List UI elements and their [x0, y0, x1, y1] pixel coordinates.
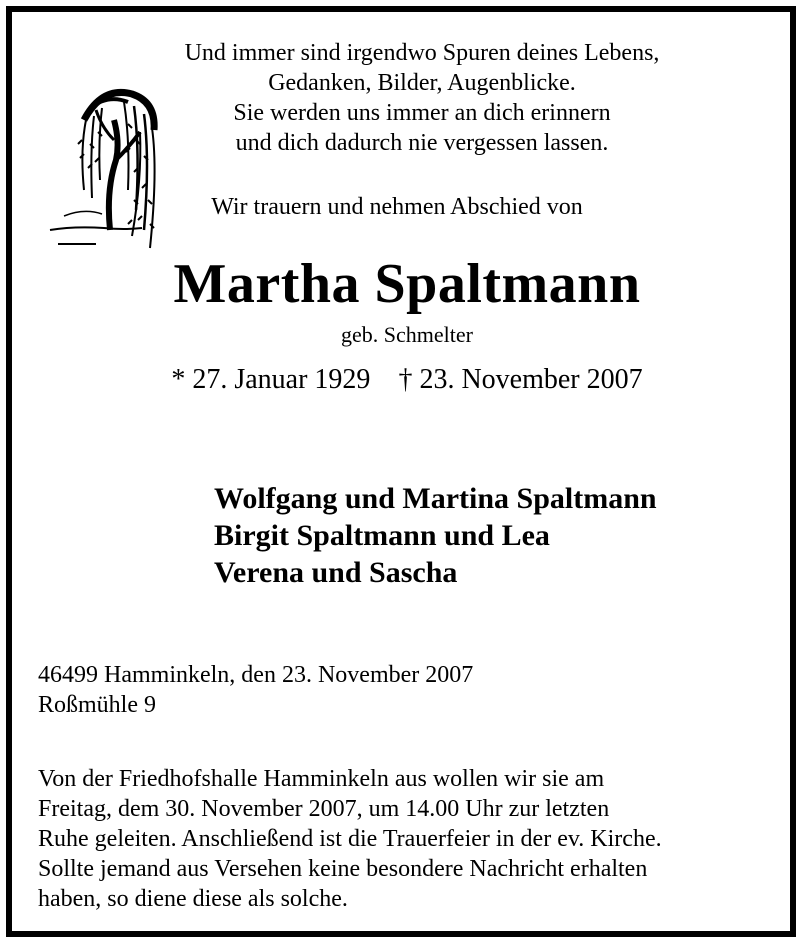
poem-line: Gedanken, Bilder, Augenblicke. [268, 70, 576, 96]
poem-line: und dich dadurch nie vergessen lassen. [235, 130, 609, 156]
funeral-notice [38, 764, 662, 914]
street: Roßmühle 9 [38, 692, 156, 718]
intro-line: Wir trauern und nehmen Abschied von [211, 194, 583, 220]
mourner-line: Verena und Sascha [214, 556, 458, 589]
notice-line: Ruhe geleiten. Anschließend ist die Trauerfeier in der ev. Kirche. [38, 826, 662, 852]
notice-line: Von der Friedhofshalle Hamminkeln aus wollen wir sie am [38, 766, 605, 792]
life-dates [12, 364, 800, 396]
deceased-name: Martha Spaltmann [173, 253, 641, 315]
mourner-line: Birgit Spaltmann und Lea [214, 519, 550, 552]
mourner-line: Wolfgang und Martina Spaltmann [214, 482, 657, 515]
poem-line: Und immer sind irgendwo Spuren deines Lebens, [184, 40, 660, 66]
obituary-notice [6, 6, 796, 937]
notice-line: Freitag, dem 30. November 2007, um 14.00 Uhr zur letzten [38, 796, 610, 822]
maiden-name: geb. Schmelter [341, 322, 473, 347]
address-block [38, 660, 473, 720]
mourners-list [214, 480, 657, 591]
weeping-willow-icon [44, 80, 164, 256]
place-date: 46499 Hamminkeln, den 23. November 2007 [38, 662, 474, 688]
poem-line: Sie werden uns immer an dich erinnern [233, 100, 611, 126]
memorial-poem [72, 38, 772, 158]
notice-line: Sollte jemand aus Versehen keine besondere Nachricht erhalten [38, 856, 648, 882]
death-date: † 23. November 2007 [398, 364, 643, 395]
birth-date: * 27. Januar 1929 [171, 364, 371, 395]
notice-line: haben, so diene diese als solche. [38, 886, 348, 912]
